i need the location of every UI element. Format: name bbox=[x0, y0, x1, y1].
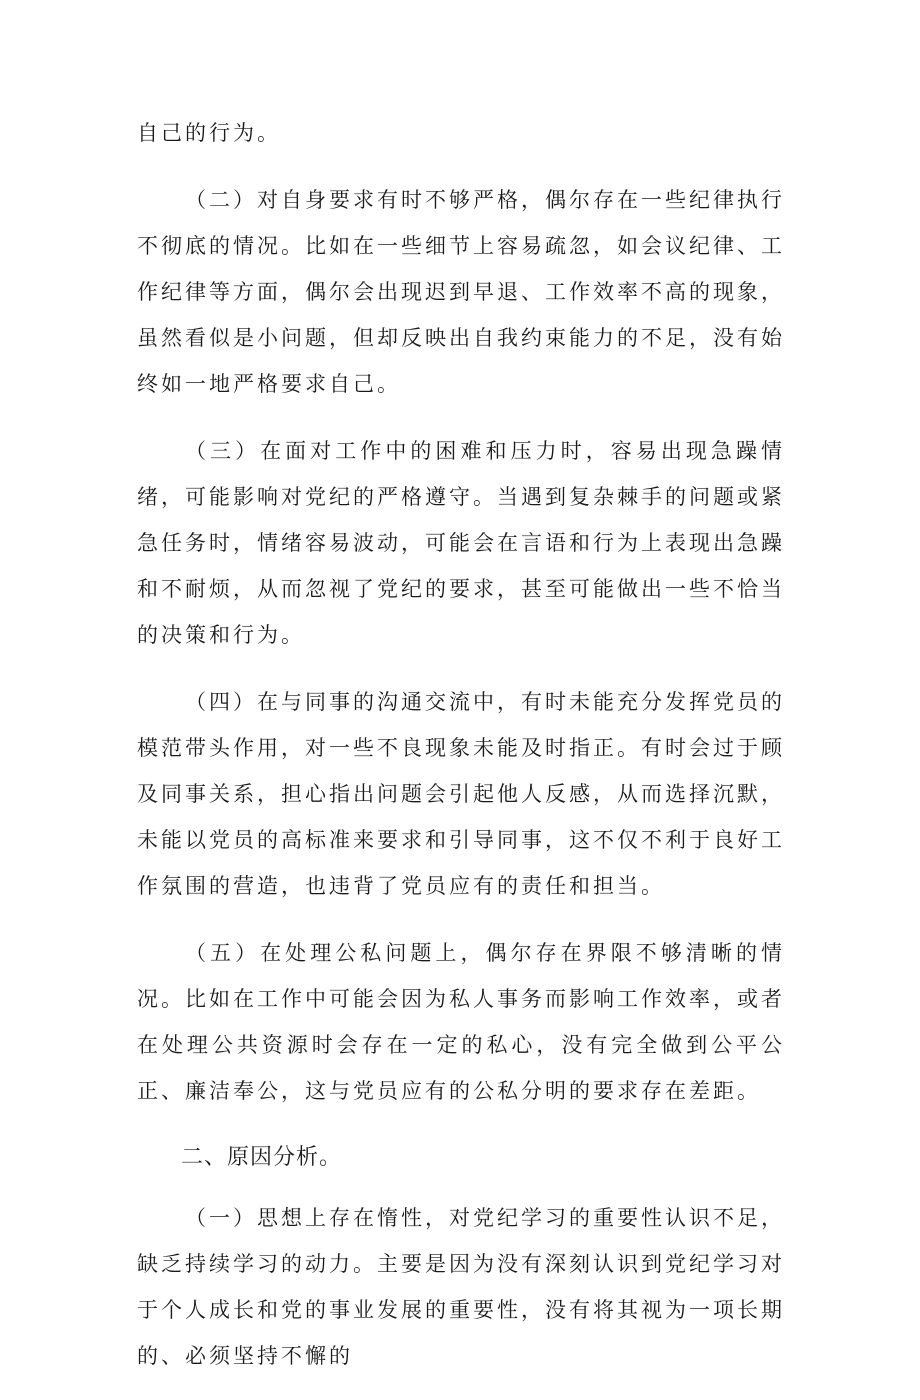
document-body bbox=[137, 110, 785, 1400]
paragraph-point-4: （四）在与同事的沟通交流中，有时未能充分发挥党员的模范带头作用，对一些不良现象未能及时指正。有时会过于顾及同事关系，担心指出问题会引起他人反感，从而选择沉默，未能以党员的高标准来要求和引导同事，这不仅不利于良好工作氛围的营造，也违背了党员应有的责任和担当。 bbox=[137, 690, 785, 898]
paragraph-point-3: （三）在面对工作中的困难和压力时，容易出现急躁情绪，可能影响对党纪的严格遵守。当遇到复杂棘手的问题或紧急任务时，情绪容易波动，可能会在言语和行为上表现出急躁和不耐烦，从而忽视了党纪的要求，甚至可能做出一些不恰当的决策和行为。 bbox=[137, 439, 785, 647]
section-heading-cause-analysis: 二、原因分析。 bbox=[181, 1145, 343, 1170]
paragraph-reason-1: （一）思想上存在惰性，对党纪学习的重要性认识不足，缺乏持续学习的动力。主要是因为没有深刻认识到党纪学习对于个人成长和党的事业发展的重要性，没有将其视为一项长期的、必须坚持不懈的 bbox=[137, 1206, 785, 1368]
paragraph-intro-fragment: 自己的行为。 bbox=[137, 121, 281, 145]
paragraph-point-2: （二）对自身要求有时不够严格，偶尔存在一些纪律执行不彻底的情况。比如在一些细节上容易疏忽，如会议纪律、工作纪律等方面，偶尔会出现迟到早退、工作效率不高的现象，虽然看似是小问题，但却反映出自我约束能力的不足，没有始终如一地严格要求自己。 bbox=[137, 188, 785, 396]
paragraph-point-5: （五）在处理公私问题上，偶尔存在界限不够清晰的情况。比如在工作中可能会因为私人事务而影响工作效率，或者在处理公共资源时会存在一定的私心，没有完全做到公平公正、廉洁奉公，这与党员应有的公私分明的要求存在差距。 bbox=[137, 941, 785, 1103]
